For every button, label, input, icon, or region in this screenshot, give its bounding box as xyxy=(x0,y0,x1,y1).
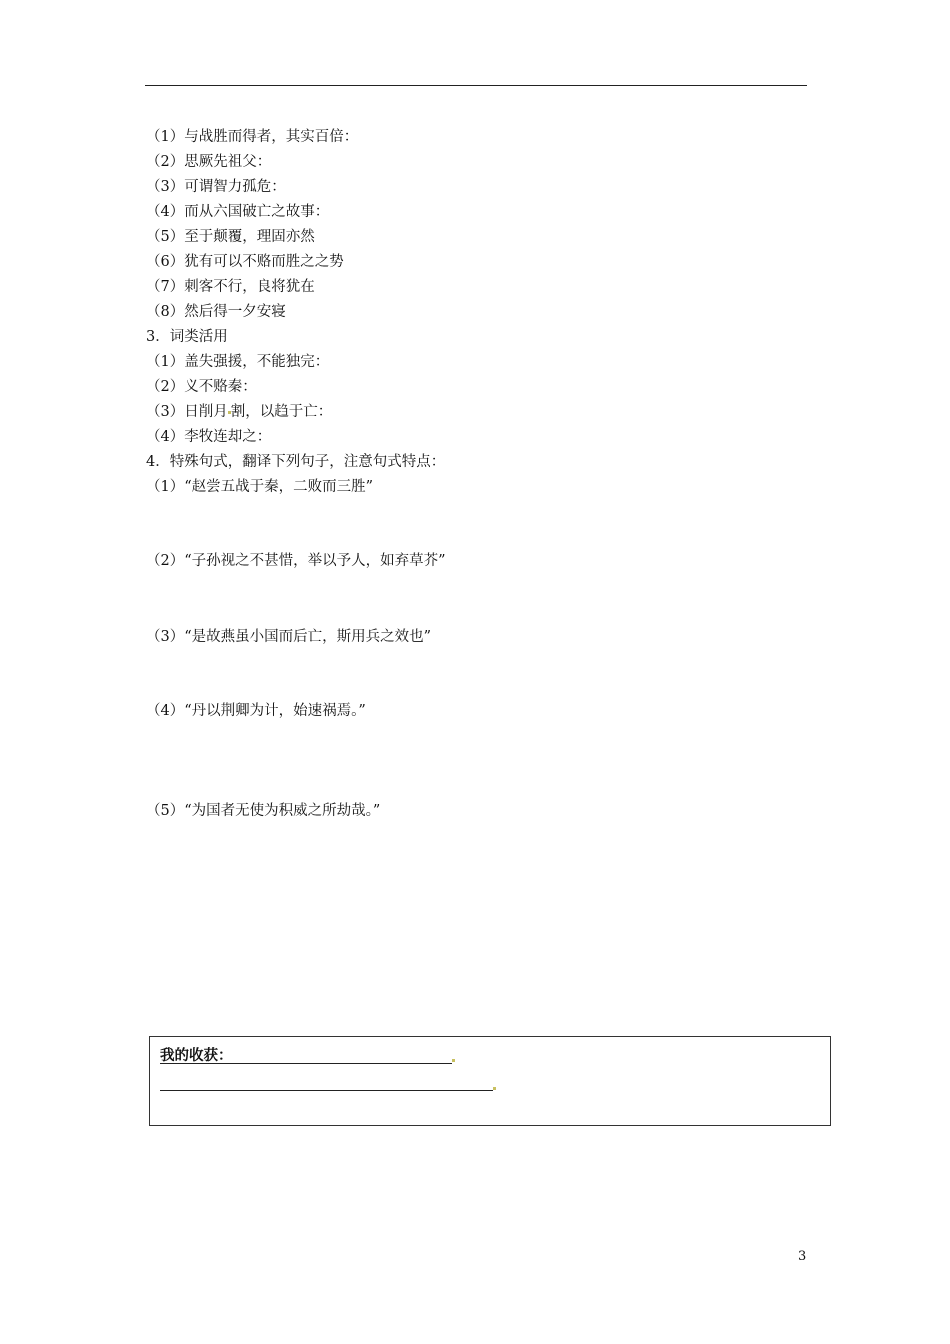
list-item: （3）“是故燕虽小国而后亡，斯用兵之效也” xyxy=(146,629,432,645)
list-item-head: （3）日削月 xyxy=(146,404,228,420)
marker-dot xyxy=(493,1087,496,1090)
list-item: （7）刺客不行，良将犹在 xyxy=(146,279,315,295)
list-item: （1）盖失强援，不能独完： xyxy=(146,354,330,370)
list-item: （1）与战胜而得者，其实百倍： xyxy=(146,129,359,145)
list-item: （8）然后得一夕安寝 xyxy=(146,304,286,320)
list-item: （3）可谓智力孤危： xyxy=(146,179,286,195)
section-heading: 4．特殊句式，翻译下列句子，注意句式特点： xyxy=(146,454,446,470)
list-item: （5）至于颠覆，理固亦然 xyxy=(146,229,315,245)
list-item: （4）“丹以荆卿为计，始速祸焉。” xyxy=(146,703,366,719)
answer-line[interactable] xyxy=(160,1063,452,1064)
list-item: （2）思厥先祖父： xyxy=(146,154,272,170)
list-item: （4）李牧连却之： xyxy=(146,429,272,445)
list-item: （4）而从六国破亡之故事： xyxy=(146,204,330,220)
list-item: （6）犹有可以不赂而胜之之势 xyxy=(146,254,344,270)
header-rule xyxy=(145,85,807,86)
list-item-tail: 割，以趋于亡： xyxy=(230,404,333,420)
list-item: （2）义不赂秦： xyxy=(146,379,257,395)
summary-box xyxy=(149,1036,831,1126)
list-item: （5）“为国者无使为积威之所劫哉。” xyxy=(146,803,381,819)
section-heading: 3．词类活用 xyxy=(146,329,228,345)
list-item: （1）“赵尝五战于秦，二败而三胜” xyxy=(146,479,374,495)
list-item xyxy=(146,402,332,422)
list-item: （2）“子孙视之不甚惜，举以予人，如弃草芥” xyxy=(146,553,446,569)
page-number: 3 xyxy=(798,1249,807,1264)
marker-dot xyxy=(452,1059,455,1062)
answer-line[interactable] xyxy=(160,1090,493,1091)
summary-title: 我的收获： xyxy=(160,1048,233,1064)
